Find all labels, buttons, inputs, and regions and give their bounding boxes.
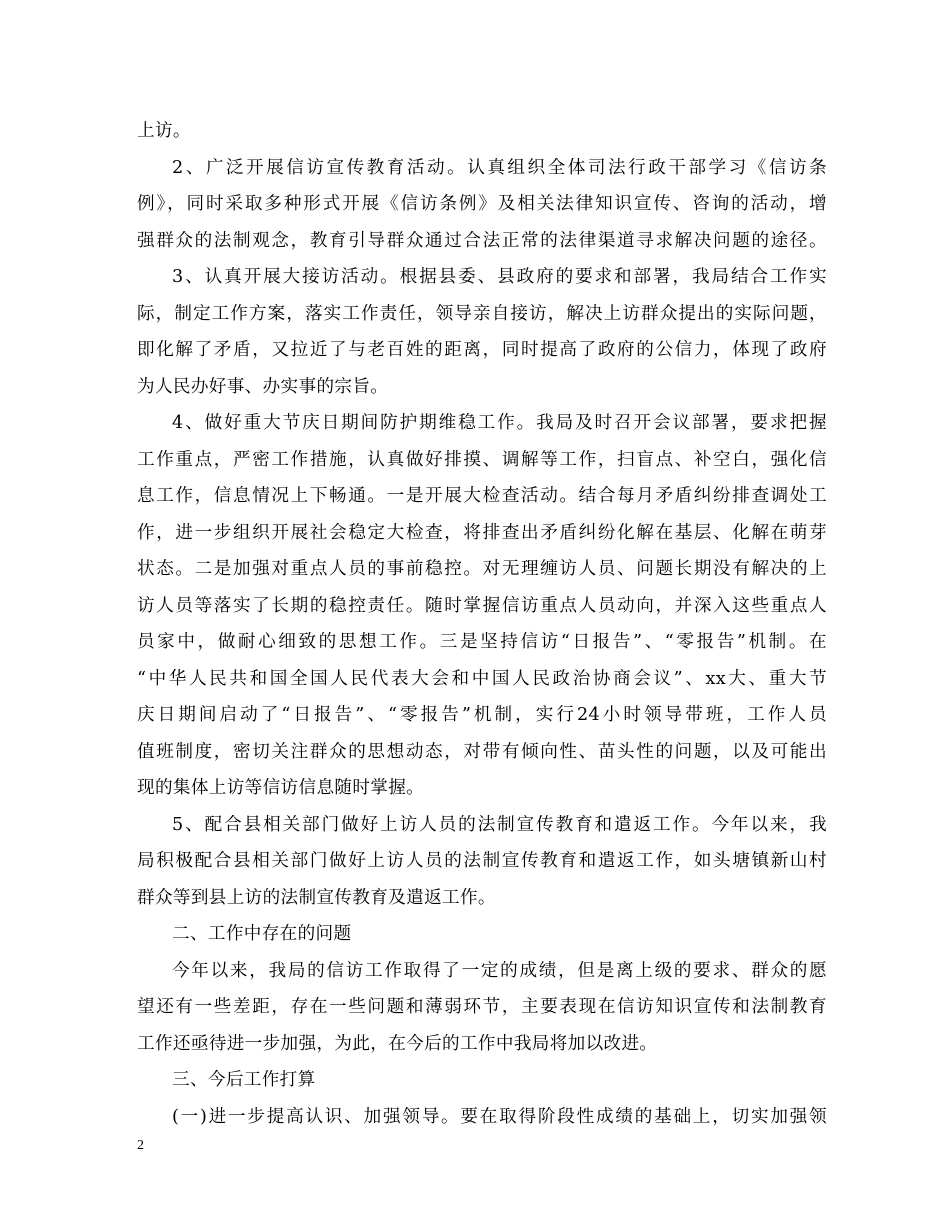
text-line: 3、认真开展大接访活动。根据县委、县政府的要求和部署，我局结合工作实 [172, 267, 827, 287]
text-line: 4、做好重大节庆日期间防护期维稳工作。我局及时召开会议部署，要求把握 [172, 413, 827, 433]
text-line: 二、工作中存在的问题 [172, 924, 352, 944]
text-line: 息工作，信息情况上下畅通。一是开展大检查活动。结合每月矛盾纠纷排查调处工 [137, 486, 827, 506]
text-line: 今年以来，我局的信访工作取得了一定的成绩，但是离上级的要求、群众的愿 [172, 960, 827, 981]
text-line: 状态。二是加强对重点人员的事前稳控。对无理缠访人员、问题长期没有解决的上 [137, 559, 827, 579]
text-line: “中华人民共和国全国人民代表大会和中国人民政治协商会议”、xx大、重大节 [137, 668, 827, 689]
text-line: 值班制度，密切关注群众的思想动态，对带有倾向性、苗头性的问题，以及可能出 [137, 741, 827, 762]
text-line: 员家中，做耐心细致的思想工作。三是坚持信访“日报告”、“零报告”机制。在 [137, 632, 827, 652]
page-number: 2 [137, 1138, 144, 1153]
text-line: 作，进一步组织开展社会稳定大检查，将排查出矛盾纠纷化解在基层、化解在萌芽 [137, 522, 827, 543]
document-body [137, 113, 827, 1135]
text-line: 为人民办好事、办实事的宗旨。 [137, 376, 389, 397]
text-line: 局积极配合县相关部门做好上访人员的法制宣传教育和遣返工作，如头塘镇新山村 [137, 851, 827, 871]
text-line: (一)进一步提高认识、加强领导。要在取得阶段性成绩的基础上，切实加强领 [172, 1106, 827, 1127]
text-line: 际，制定工作方案，落实工作责任，领导亲自接访，解决上访群众提出的实际问题， [137, 303, 827, 324]
text-line: 望还有一些差距，存在一些问题和薄弱环节，主要表现在信访知识宣传和法制教育 [137, 997, 827, 1017]
text-line: 上访。 [137, 121, 191, 141]
text-line: 强群众的法制观念，教育引导群众通过合法正常的法律渠道寻求解决问题的途径。 [137, 230, 827, 251]
text-line: 即化解了矛盾，又拉近了与老百姓的距离，同时提高了政府的公信力，体现了政府 [137, 340, 827, 360]
text-line: 访人员等落实了长期的稳控责任。随时掌握信访重点人员动向，并深入这些重点人 [137, 595, 827, 616]
text-line: 三、今后工作打算 [172, 1070, 316, 1090]
text-line: 现的集体上访等信访信息随时掌握。 [137, 778, 425, 798]
text-line: 工作还亟待进一步加强，为此，在今后的工作中我局将加以改进。 [137, 1033, 658, 1054]
text-line: 例》，同时采取多种形式开展《信访条例》及相关法律知识宣传、咨询的活动，增 [137, 194, 827, 214]
text-line: 庆日期间启动了“日报告”、“零报告”机制，实行24小时领导带班，工作人员 [137, 705, 827, 725]
text-line: 工作重点，严密工作措施，认真做好排摸、调解等工作，扫盲点、补空白，强化信 [137, 449, 827, 470]
text-line: 2、广泛开展信访宣传教育活动。认真组织全体司法行政干部学习《信访条 [172, 157, 827, 178]
text-line: 群众等到县上访的法制宣传教育及遣返工作。 [137, 887, 496, 908]
text-line: 5、配合县相关部门做好上访人员的法制宣传教育和遣返工作。今年以来，我 [172, 814, 827, 835]
